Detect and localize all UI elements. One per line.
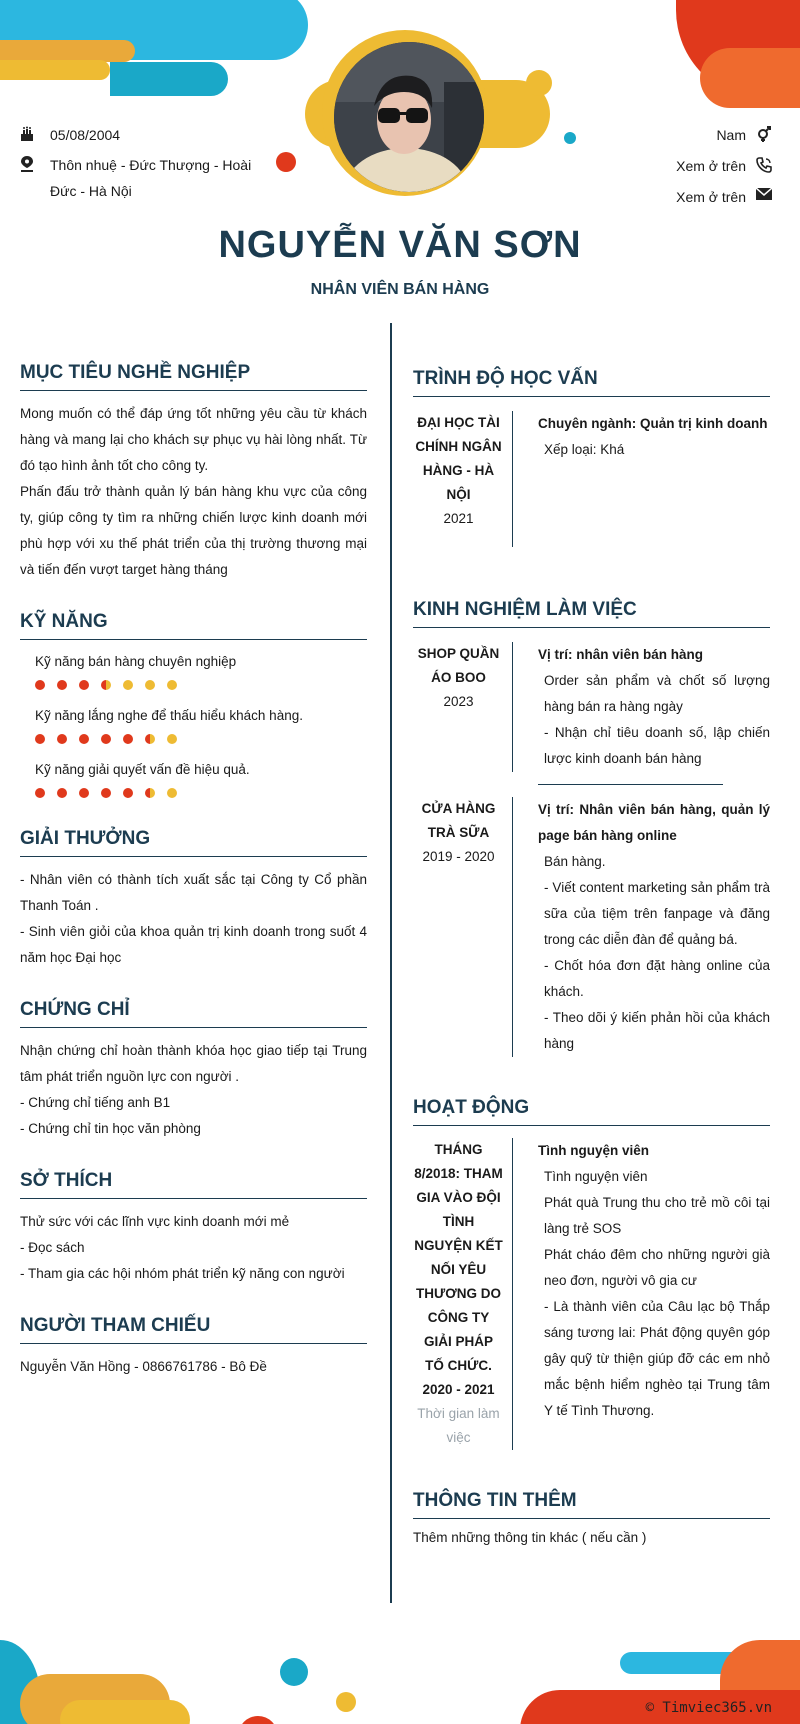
- rating-dot: [35, 734, 45, 744]
- gender-icon: [746, 122, 772, 142]
- hobby-line: Thử sức với các lĩnh vực kinh doanh mới mẻ: [20, 1214, 290, 1229]
- hobby-line: - Đọc sách: [20, 1240, 85, 1255]
- decor-bottom-dot-cyan: [280, 1658, 308, 1686]
- decor-dot-red: [276, 152, 296, 172]
- skills-section: [20, 611, 367, 798]
- experience-entry: [413, 642, 770, 772]
- experience-title: KINH NGHIỆM LÀM VIỆC: [413, 599, 770, 628]
- rating-dot: [145, 680, 155, 690]
- experience-details: [513, 797, 770, 1057]
- email-row: [572, 184, 772, 210]
- birthday-row: [20, 122, 260, 148]
- decor-top-right-orange: [700, 48, 800, 108]
- activity-entry: [413, 1138, 770, 1450]
- decor-bottom-dot-red: [238, 1716, 278, 1724]
- skill-rating: [20, 788, 367, 798]
- hobbies-title: SỞ THÍCH: [20, 1170, 367, 1199]
- certificate-line: - Chứng chỉ tiếng anh B1: [20, 1095, 171, 1110]
- experience-entry: [413, 797, 770, 1057]
- phone-value: Xem ở trên: [676, 158, 746, 174]
- award-line: - Nhân viên có thành tích xuất sắc tại Công ty Cổ phần Thanh Toán .: [20, 872, 367, 913]
- education-year: 2021: [443, 511, 474, 526]
- activity-line: Tình nguyện viên: [544, 1169, 648, 1184]
- award-line: - Sinh viên giỏi của khoa quản trị kinh doanh trong suốt 4 năm học Đại học: [20, 924, 367, 965]
- experience-company: SHOP QUẦN ÁO BOO: [417, 646, 500, 685]
- email-value: Xem ở trên: [676, 189, 746, 205]
- certificate-line: Nhận chứng chỉ hoàn thành khóa học giao tiếp tại Trung tâm phát triển nguồn lực con người .: [20, 1043, 367, 1084]
- left-column: [20, 362, 367, 1408]
- rating-dot: [123, 680, 133, 690]
- rating-dot: [79, 680, 89, 690]
- activity-line: - Là thành viên của Câu lạc bộ Thắp sáng tương lai: Phát động quyên góp gây quỹ từ thiện giúp đỡ các em nhỏ mắc bệnh hiểm nghèo tại Trung tâm Y tế Tình Thương.: [544, 1299, 770, 1418]
- skill-item: [20, 706, 367, 744]
- decor-top-left-orange: [0, 40, 135, 62]
- address-row: [20, 152, 260, 204]
- personal-info-right: [572, 122, 772, 215]
- rating-dot: [79, 788, 89, 798]
- experience-role: Vị trí: nhân viên bán hàng: [538, 647, 704, 662]
- education-section: [413, 368, 770, 547]
- education-major: Chuyên ngành: Quản trị kinh doanh: [538, 416, 768, 431]
- skill-item: [20, 652, 367, 690]
- mail-icon: [746, 184, 772, 200]
- decor-top-left-yellow: [0, 60, 110, 80]
- rating-dot: [57, 788, 67, 798]
- extra-title: THÔNG TIN THÊM: [413, 1490, 770, 1519]
- references-section: [20, 1315, 367, 1380]
- birthday-value: 05/08/2004: [50, 127, 121, 143]
- rating-dot: [57, 680, 67, 690]
- rating-dot: [123, 788, 133, 798]
- phone-icon: [746, 153, 772, 173]
- certificate-line: - Chứng chỉ tin học văn phòng: [20, 1121, 201, 1136]
- decor-top-left-teal: [110, 62, 228, 96]
- awards-section: [20, 828, 367, 971]
- rating-dot: [101, 734, 111, 744]
- decor-bottom-dot-yellow: [336, 1692, 356, 1712]
- hobbies-section: [20, 1170, 367, 1287]
- cake-icon: [20, 122, 50, 142]
- experience-line: Order sản phẩm và chốt số lượng hàng bán ra hàng ngày: [544, 673, 770, 714]
- education-school-col: [413, 411, 513, 547]
- certificates-title: CHỨNG CHỈ: [20, 999, 367, 1028]
- footer-brand: © Timviec365.vn: [645, 1700, 772, 1716]
- skill-name: Kỹ năng lắng nghe để thấu hiểu khách hàng.: [35, 708, 303, 723]
- objective-line: Mong muốn có thể đáp ứng tốt những yêu cầu từ khách hàng và mang lại cho khách sự phục vụ hài lòng nhất. Từ đó tạo hình ảnh tốt cho công ty.: [20, 406, 367, 473]
- rating-dot: [35, 680, 45, 690]
- objective-section: [20, 362, 367, 583]
- experience-line: - Chốt hóa đơn đặt hàng online của khách.: [544, 958, 770, 999]
- rating-dot: [145, 788, 155, 798]
- experience-line: - Nhận chỉ tiêu doanh số, lập chiến lược kinh doanh bán hàng: [544, 725, 770, 766]
- experience-line: - Viết content marketing sản phẩm trà sữa của tiệm trên fanpage và đăng trong các diễn đàn để quảng bá.: [544, 880, 770, 947]
- education-details: [513, 411, 770, 547]
- education-grade: Xếp loại: Khá: [544, 442, 625, 457]
- experience-details: [513, 642, 770, 772]
- rating-dot: [167, 680, 177, 690]
- decor-bottom-left-yellow: [60, 1700, 190, 1724]
- activity-line: Phát cháo đêm cho những người già neo đơn, người vô gia cư: [544, 1247, 770, 1288]
- candidate-name: NGUYỄN VĂN SƠN: [218, 224, 582, 266]
- activities-title: HOẠT ĐỘNG: [413, 1097, 770, 1126]
- experience-role: Vị trí: Nhân viên bán hàng, quản lý page bán hàng online: [538, 802, 770, 843]
- avatar: [334, 42, 484, 192]
- objective-line: Phấn đấu trở thành quản lý bán hàng khu vực của công ty, giúp công ty tìm ra những chiến lược kinh doanh mới phù hợp với xu thế phát triển của thị trường thương mại và tiến đến vượt target hàng tháng: [20, 484, 367, 577]
- rating-dot: [35, 788, 45, 798]
- experience-section: [413, 599, 770, 1057]
- skill-name: Kỹ năng giải quyết vấn đề hiệu quả.: [35, 762, 250, 777]
- skill-name: Kỹ năng bán hàng chuyên nghiệp: [35, 654, 237, 669]
- reference-line: Nguyễn Văn Hồng - 0866761786 - Bô Đề: [20, 1359, 267, 1374]
- experience-period: 2023: [443, 694, 474, 709]
- skill-item: [20, 760, 367, 798]
- address-value: Thôn nhuệ - Đức Thượng - Hoài Đức - Hà Nội: [50, 157, 252, 199]
- rating-dot: [167, 734, 177, 744]
- awards-title: GIẢI THƯỞNG: [20, 828, 367, 857]
- skills-title: KỸ NĂNG: [20, 611, 367, 640]
- skill-rating: [20, 734, 367, 744]
- gender-row: [572, 122, 772, 148]
- skill-rating: [20, 680, 367, 690]
- location-pin-icon: [20, 152, 50, 172]
- phone-row: [572, 153, 772, 179]
- rating-dot: [79, 734, 89, 744]
- education-entry: [413, 411, 770, 547]
- experience-divider: [538, 784, 723, 785]
- certificates-section: [20, 999, 367, 1142]
- activity-period-hint: Thời gian làm việc: [417, 1406, 500, 1445]
- extra-section: [413, 1490, 770, 1551]
- education-title: TRÌNH ĐỘ HỌC VẤN: [413, 368, 770, 397]
- rating-dot: [145, 734, 155, 744]
- education-school: ĐẠI HỌC TÀI CHÍNH NGÂN HÀNG - HÀ NỘI: [415, 415, 502, 502]
- activity-role: Tình nguyện viên: [538, 1143, 650, 1158]
- rating-dot: [101, 788, 111, 798]
- objective-title: MỤC TIÊU NGHỀ NGHIỆP: [20, 362, 367, 391]
- decor-dot-yellow: [526, 70, 552, 96]
- rating-dot: [167, 788, 177, 798]
- activity-period: 2020 - 2021: [422, 1382, 495, 1397]
- experience-company: CỬA HÀNG TRÀ SỮA: [421, 801, 496, 840]
- activity-org-col: [413, 1138, 513, 1450]
- experience-line: - Theo dõi ý kiến phản hồi của khách hàng: [544, 1010, 770, 1051]
- hobby-line: - Tham gia các hội nhóm phát triển kỹ năng con người: [20, 1266, 345, 1281]
- activity-details: [513, 1138, 770, 1450]
- gender-value: Nam: [716, 127, 746, 143]
- column-divider: [390, 323, 392, 1603]
- rating-dot: [123, 734, 133, 744]
- candidate-position: NHÂN VIÊN BÁN HÀNG: [310, 281, 490, 298]
- experience-line: Bán hàng.: [544, 854, 606, 869]
- personal-info-left: [20, 122, 260, 204]
- right-column: [413, 368, 770, 1551]
- rating-dot: [57, 734, 67, 744]
- experience-company-col: [413, 797, 513, 1057]
- experience-period: 2019 - 2020: [422, 849, 495, 864]
- activity-org: THÁNG 8/2018: THAM GIA VÀO ĐỘI TÌNH NGUYỆN KẾT NỐI YÊU THƯƠNG DO CÔNG TY GIẢI PHÁP TỐ CHỨC.: [414, 1142, 503, 1373]
- experience-company-col: [413, 642, 513, 772]
- activities-section: [413, 1097, 770, 1450]
- rating-dot: [101, 680, 111, 690]
- activity-line: Phát quà Trung thu cho trẻ mồ côi tại làng trẻ SOS: [544, 1195, 770, 1236]
- extra-text: Thêm những thông tin khác ( nếu cần ): [413, 1530, 647, 1545]
- references-title: NGƯỜI THAM CHIẾU: [20, 1315, 367, 1344]
